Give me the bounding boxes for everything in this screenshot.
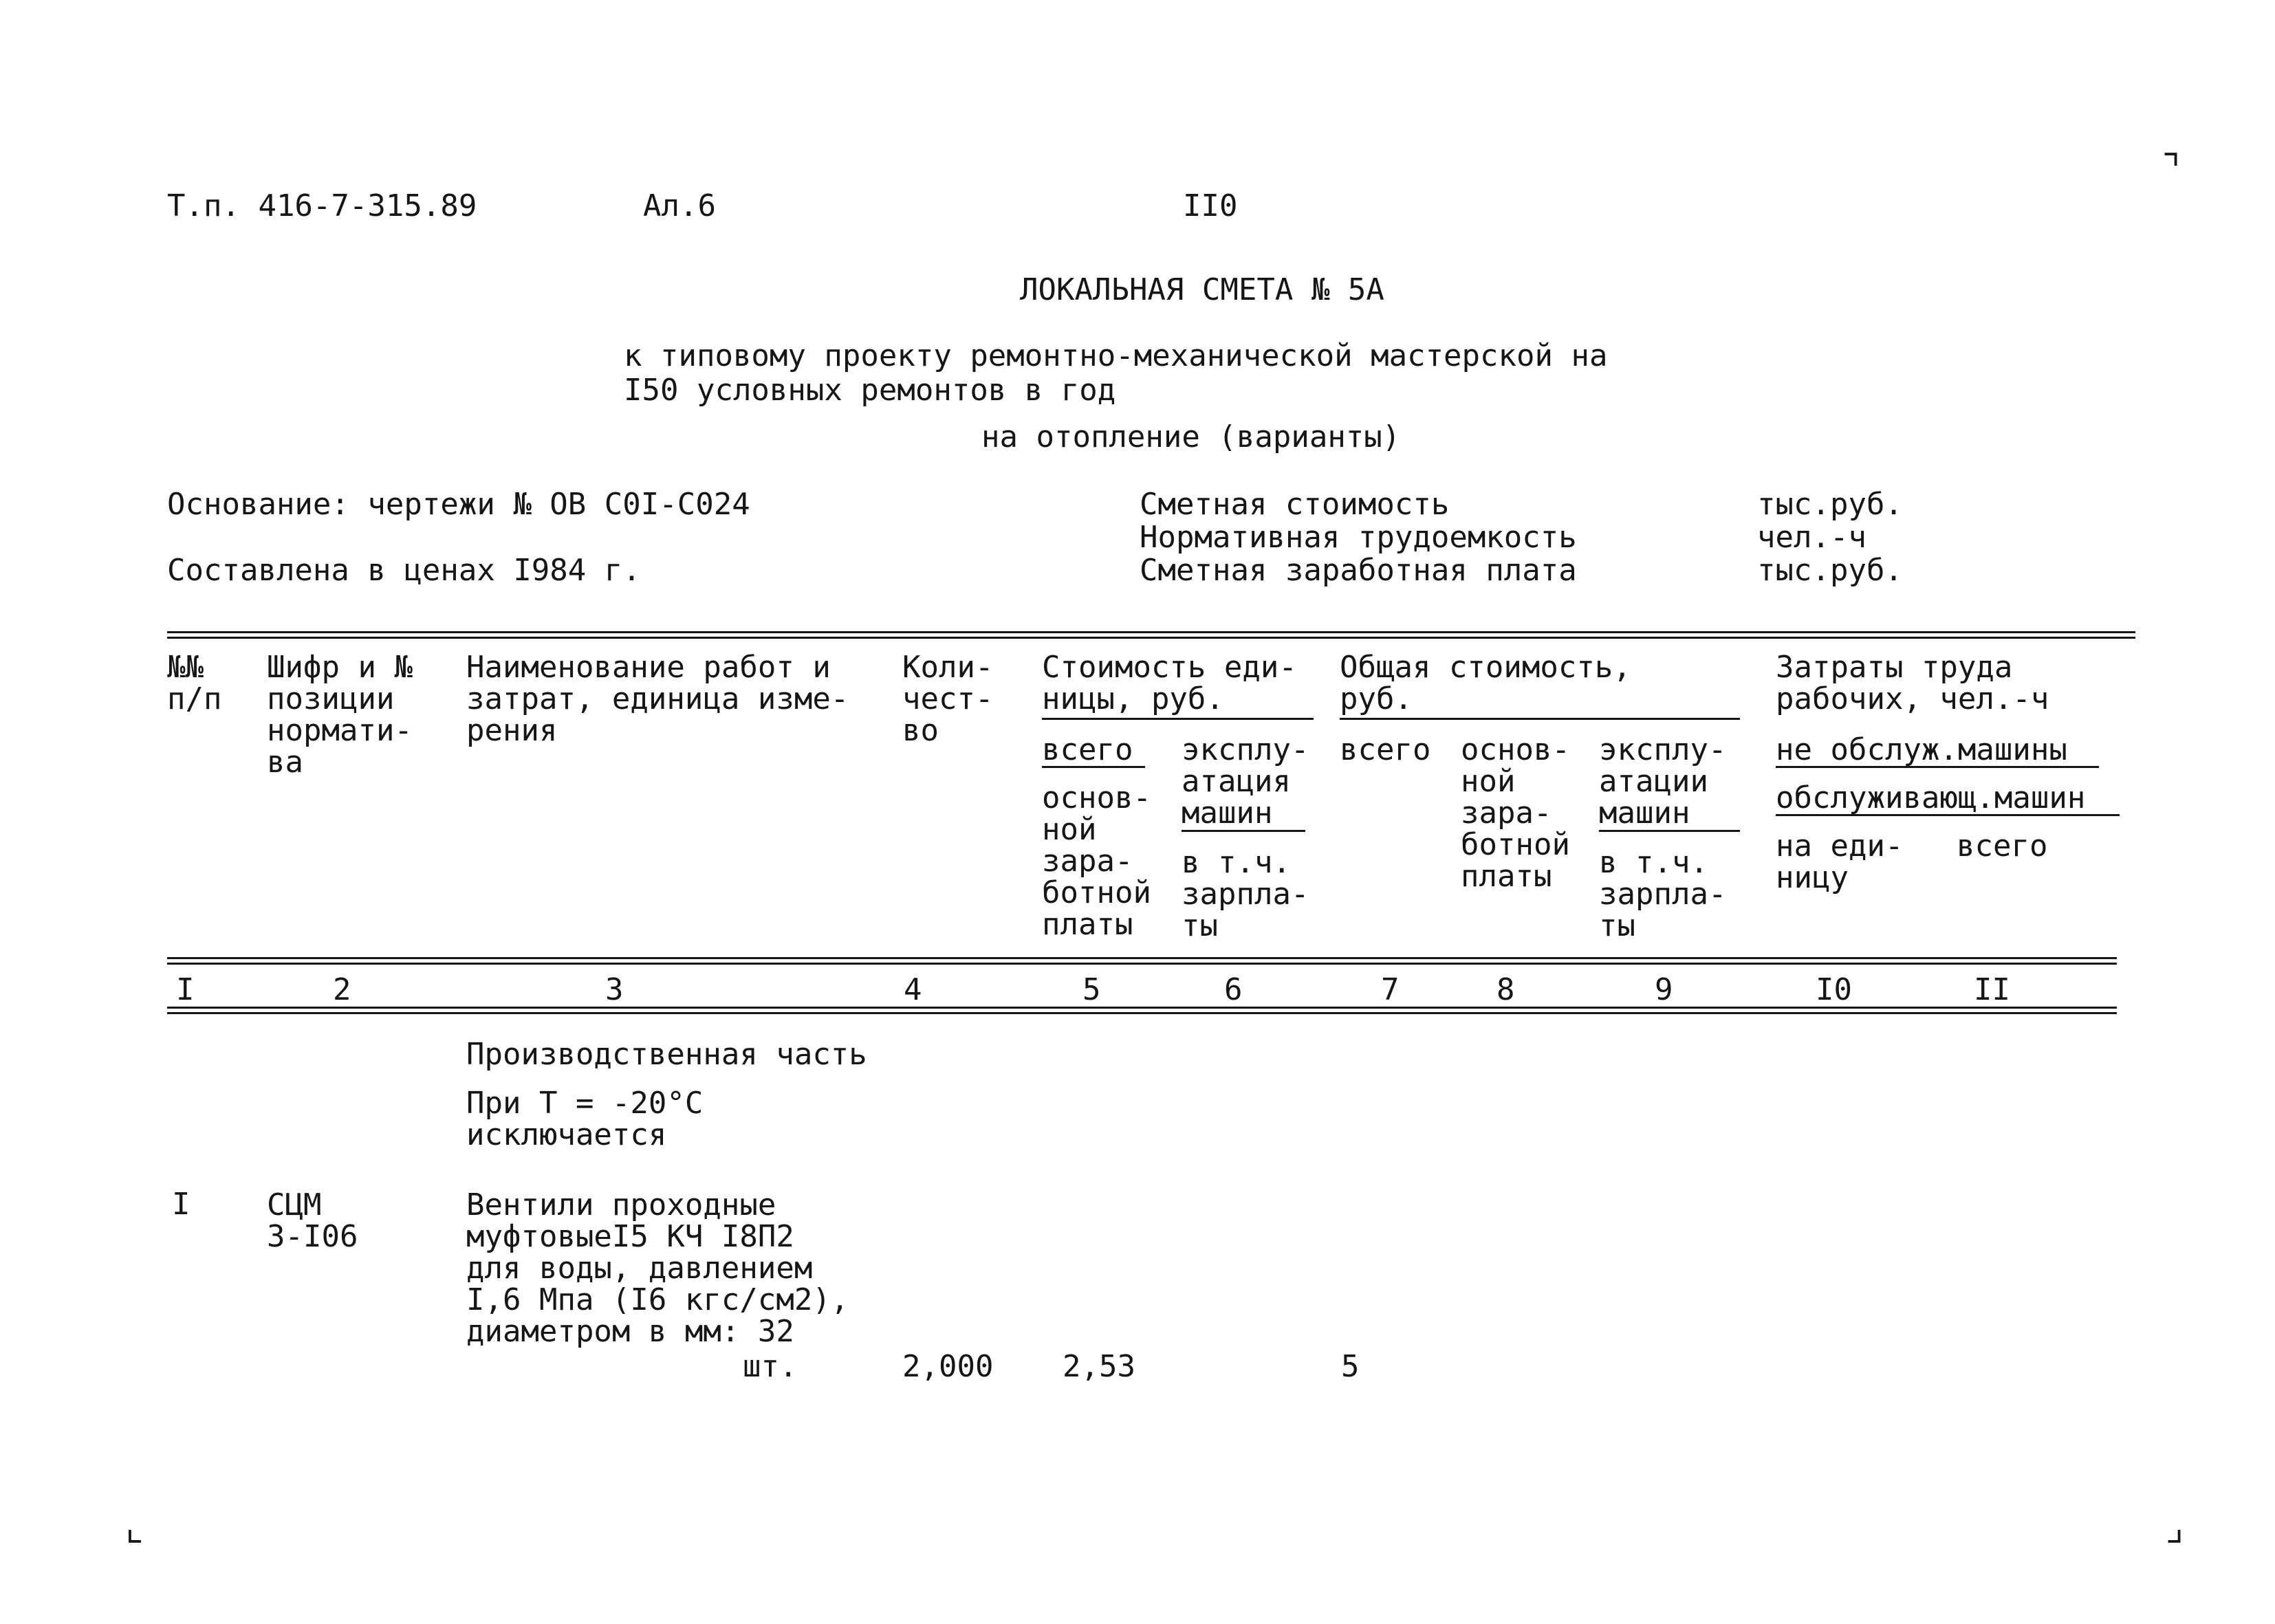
estimate-title: ЛОКАЛЬНАЯ СМЕТА № 5А — [1020, 272, 1384, 307]
column-number: I — [176, 972, 195, 1007]
summary-cost-label: Сметная стоимость — [1140, 487, 1450, 522]
header-unit-base-wage: основ- ной зара- ботной платы — [1042, 780, 1151, 942]
basis-prices: Составлена в ценах I984 г. — [167, 553, 641, 588]
header-total-exploit-wage: в т.ч. зарпла- ты — [1599, 845, 1727, 943]
row-quantity: 2,000 — [902, 1349, 994, 1384]
row-work-name: Вентили проходные муфтовыеI5 КЧ I8П2 для воды, давлением I,6 Мпа (I6 кгс/см2), диаметром в мм: 32 — [466, 1187, 849, 1349]
header-total-all: всего — [1340, 732, 1431, 767]
header-labor-total: всего — [1957, 829, 2048, 864]
column-number: 5 — [1082, 972, 1101, 1007]
row-number: I — [172, 1187, 191, 1222]
header-unit-exploit-wage: в т.ч. зарпла- ты — [1182, 845, 1309, 943]
row-norm-code: СЦМ 3-I06 — [267, 1187, 358, 1254]
unit-total-underline — [1042, 766, 1145, 768]
column-number: 9 — [1655, 972, 1673, 1007]
column-number: 2 — [333, 972, 351, 1007]
section-title: Производственная часть — [466, 1037, 867, 1072]
header-row-number: №№ п/п — [167, 650, 222, 716]
header-unit-machine-exploitation: эксплу- атация машин — [1182, 732, 1309, 831]
row-total-all: 5 — [1341, 1349, 1360, 1384]
unit-exploit-underline — [1182, 830, 1305, 832]
labor-serving-underline — [1776, 814, 2120, 816]
total-cost-underline — [1340, 718, 1740, 720]
summary-labor-label: Нормативная трудоемкость — [1140, 520, 1577, 555]
column-number: 4 — [904, 972, 922, 1007]
summary-labor-unit: чел.-ч — [1757, 520, 1866, 555]
column-numbers-top-rule — [167, 957, 2117, 959]
column-number: II — [1974, 972, 2010, 1007]
labor-not-serving-underline — [1776, 766, 2099, 768]
doc-reference: Т.п. 416-7-315.89 — [167, 188, 477, 223]
page-number: II0 — [1183, 188, 1238, 223]
column-number: 3 — [605, 972, 624, 1007]
corner-mark-bottom-left: ⌞ — [124, 1506, 146, 1549]
header-total-base-wage: основ- ной зара- ботной платы — [1461, 732, 1570, 894]
header-labor-not-serving: не обслуж.машины — [1776, 732, 2067, 767]
header-total-cost: Общая стоимость, руб. — [1340, 650, 1631, 716]
album-number: Ал.6 — [643, 188, 716, 223]
unit-cost-underline — [1042, 718, 1314, 720]
summary-cost-unit: тыс.руб. — [1757, 487, 1903, 522]
section-note: При Т = -20°С исключается — [466, 1086, 704, 1152]
estimate-subtitle-line-1: к типовому проекту ремонтно-механической мастерской на — [624, 338, 1608, 373]
total-exploit-underline — [1599, 830, 1740, 832]
column-number: 7 — [1381, 972, 1400, 1007]
header-norm-code: Шифр и № позиции нормати- ва — [267, 650, 413, 780]
header-labor-serving: обслуживающ.машин — [1776, 780, 2086, 815]
basis-drawings: Основание: чертежи № ОВ С0I-С024 — [167, 487, 750, 522]
summary-wage-unit: тыс.руб. — [1757, 553, 1903, 588]
estimate-subtitle-line-3: на отопление (варианты) — [981, 419, 1401, 454]
header-unit-cost: Стоимость еди- ницы, руб. — [1042, 650, 1297, 716]
header-total-machine-exploitation: эксплу- атации машин — [1599, 732, 1727, 831]
row-unit: шт. — [743, 1349, 798, 1384]
header-work-name: Наименование работ и затрат, единица изме- рения — [466, 650, 849, 748]
header-labor-per-unit: на еди- ницу — [1776, 829, 1904, 895]
corner-mark-bottom-right: ⌟ — [2163, 1506, 2186, 1549]
header-labor-cost: Затраты труда рабочих, чел.-ч — [1776, 650, 2049, 716]
table-top-rule — [167, 631, 2135, 633]
header-unit-total: всего — [1042, 732, 1133, 767]
header-quantity: Коли- чест- во — [902, 650, 994, 748]
column-number: 6 — [1224, 972, 1243, 1007]
column-numbers-bottom-rule — [167, 1007, 2117, 1009]
column-number: 8 — [1496, 972, 1515, 1007]
summary-wage-label: Сметная заработная плата — [1140, 553, 1577, 588]
estimate-subtitle-line-2: I50 условных ремонтов в год — [624, 373, 1116, 408]
corner-mark-top-right: ⌝ — [2159, 144, 2182, 188]
column-number: I0 — [1816, 972, 1852, 1007]
row-unit-total: 2,53 — [1063, 1349, 1135, 1384]
